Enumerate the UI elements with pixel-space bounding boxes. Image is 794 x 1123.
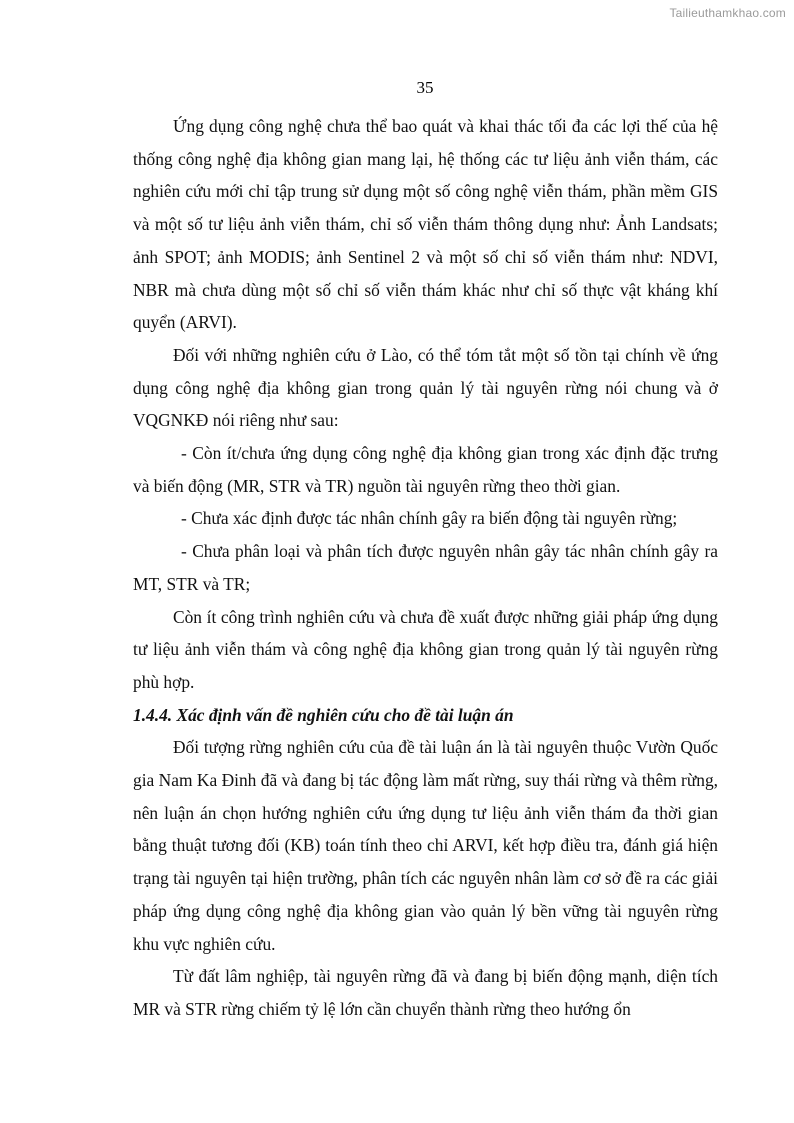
paragraph: Còn ít công trình nghiên cứu và chưa đề xuất được những giải pháp ứng dụng tư liệu ảnh viễn thám và công nghệ địa không gian trong quản lý tài nguyên rừng phù hợp. bbox=[133, 606, 718, 692]
watermark: Tailieuthamkhao.com bbox=[669, 6, 786, 20]
page-body bbox=[133, 110, 718, 1026]
paragraph: Từ đất lâm nghiệp, tài nguyên rừng đã và đang bị biến động mạnh, diện tích MR và STR rừng chiếm tỷ lệ lớn cần chuyển thành rừng theo hướng ổn bbox=[133, 966, 718, 1019]
list-item: - Chưa phân loại và phân tích được nguyên nhân gây tác nhân chính gây ra MT, STR và TR; bbox=[133, 541, 718, 594]
list-item: - Chưa xác định được tác nhân chính gây ra biến động tài nguyên rừng; bbox=[181, 508, 678, 529]
page-number: 35 bbox=[416, 78, 434, 97]
paragraph: Đối với những nghiên cứu ở Lào, có thể tóm tắt một số tồn tại chính về ứng dụng công nghệ địa không gian trong quản lý tài nguyên rừng nói chung và ở VQGNKĐ nói riêng như sau: bbox=[133, 344, 718, 431]
list-item: - Còn ít/chưa ứng dụng công nghệ địa không gian trong xác định đặc trưng và biến động (MR, STR và TR) nguồn tài nguyên rừng theo thời gian. bbox=[133, 443, 718, 496]
paragraph: Đối tượng rừng nghiên cứu của đề tài luận án là tài nguyên thuộc Vườn Quốc gia Nam Ka Đinh đã và đang bị tác động làm mất rừng, suy thái rừng và thêm rừng, nên luận án chọn hướng nghiên cứu ứng dụng tư liệu ảnh viễn thám đa thời gian bằng thuật tương đối (KB) toán tính theo chỉ ARVI, kết hợp điều tra, đánh giá hiện trạng tài nguyên tại hiện trường, phân tích các nguyên nhân làm cơ sở đề ra các giải pháp ứng dụng công nghệ địa không gian vào quản lý bền vững tài nguyên rừng khu vực nghiên cứu. bbox=[133, 737, 718, 954]
section-heading: 1.4.4. Xác định vấn đề nghiên cứu cho đề tài luận án bbox=[133, 704, 514, 725]
paragraph: Ứng dụng công nghệ chưa thể bao quát và khai thác tối đa các lợi thế của hệ thống công nghệ địa không gian mang lại, hệ thống các tư liệu ảnh viễn thám, các nghiên cứu mới chỉ tập trung sử dụng một số công nghệ viễn thám, phần mềm GIS và một số tư liệu ảnh viễn thám, chỉ số viễn thám thông dụng như: Ảnh Landsats; ảnh SPOT; ảnh MODIS; ảnh Sentinel 2 và một số chỉ số viễn thám như: NDVI, NBR mà chưa dùng một số chỉ số viễn thám khác như chỉ số thực vật kháng khí quyển (ARVI). bbox=[133, 116, 718, 333]
